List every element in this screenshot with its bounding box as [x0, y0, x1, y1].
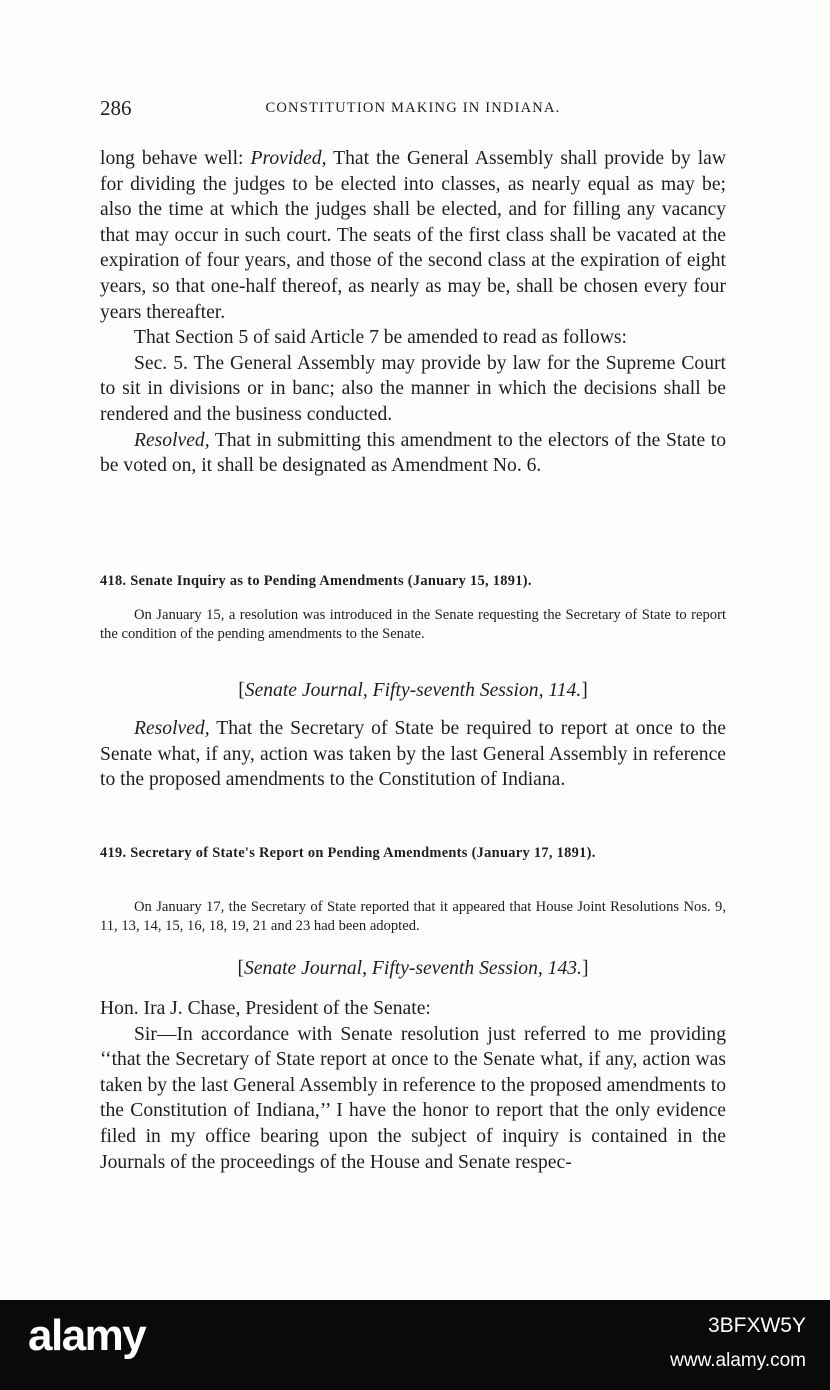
alamy-logo: alamy: [28, 1311, 146, 1360]
section-418-resolution: Resolved, That the Secretary of State be required to report at once to the Senate what, if any, action was taken by the last General Assembly in reference to the proposed amendments to the Constitution of Indiana.: [100, 718, 726, 791]
paragraph-section5: Sec. 5. The General Assembly may provide by law for the Supreme Court to sit in divisions or in banc; also the manner in which the decisions shall be rendered and the business conducted.: [100, 352, 726, 425]
section-419-intro: On January 17, the Secretary of State reported that it appeared that House Joint Resolutions Nos. 9, 11, 13, 14, 15, 16, 18, 19, 21 and 23 had been adopted.: [100, 899, 726, 934]
letter-body: Sir—In accordance with Senate resolution just referred to me providing ‘‘that the Secretary of State report at once to the Senate what, if any, action was taken by the last General Assembly in reference to the proposed amendments to the Constitution of Indiana,’’ I have the honor to report that the only evidence filed in my office bearing upon the subject of inquiry is contained in the Journals of the proceedings of the House and Senate respec-: [100, 1023, 726, 1173]
page-number: 286: [100, 96, 132, 120]
page-header: [100, 96, 726, 120]
section-419-letter: [100, 996, 726, 1175]
section-419-citation: [Senate Journal, Fifty-seventh Session, 143.]: [237, 958, 589, 979]
amendment-text: [100, 146, 726, 479]
section-419-heading: 419. Secretary of State's Report on Pending Amendments (January 17, 1891).: [100, 845, 596, 861]
section-418-citation: [Senate Journal, Fifty-seventh Session, 114.]: [238, 680, 588, 701]
watermark-banner: [0, 1300, 830, 1390]
watermark-url: www.alamy.com: [670, 1350, 806, 1371]
paragraph-resolved: Resolved, That in submitting this amendment to the electors of the State to be voted on, it shall be designated as Amendment No. 6.: [100, 429, 726, 477]
section-418-intro: On January 15, a resolution was introduced in the Senate requesting the Secretary of State to report the condition of the pending amendments to the Senate.: [100, 607, 726, 642]
paragraph-section5-intro: That Section 5 of said Article 7 be amended to read as follows:: [134, 327, 627, 349]
running-title: CONSTITUTION MAKING IN INDIANA.: [265, 100, 561, 116]
paragraph-provided: long behave well: Provided, That the General Assembly shall provide by law for dividing the judges to be elected into classes, as nearly equal as may be; also the time at which the judges shall be elected, and for filling any vacancy that may occur in such court. The seats of the first class shall be vacated at the expiration of four years, and those of the second class at the expiration of eight years, so that one-half thereof, as nearly as may be, shall be chosen every four years thereafter.: [100, 148, 726, 323]
letter-salutation: Hon. Ira J. Chase, President of the Senate:: [100, 998, 431, 1019]
section-418-heading: 418. Senate Inquiry as to Pending Amendments (January 15, 1891).: [100, 573, 532, 589]
image-id: 3BFXW5Y: [707, 1314, 806, 1337]
